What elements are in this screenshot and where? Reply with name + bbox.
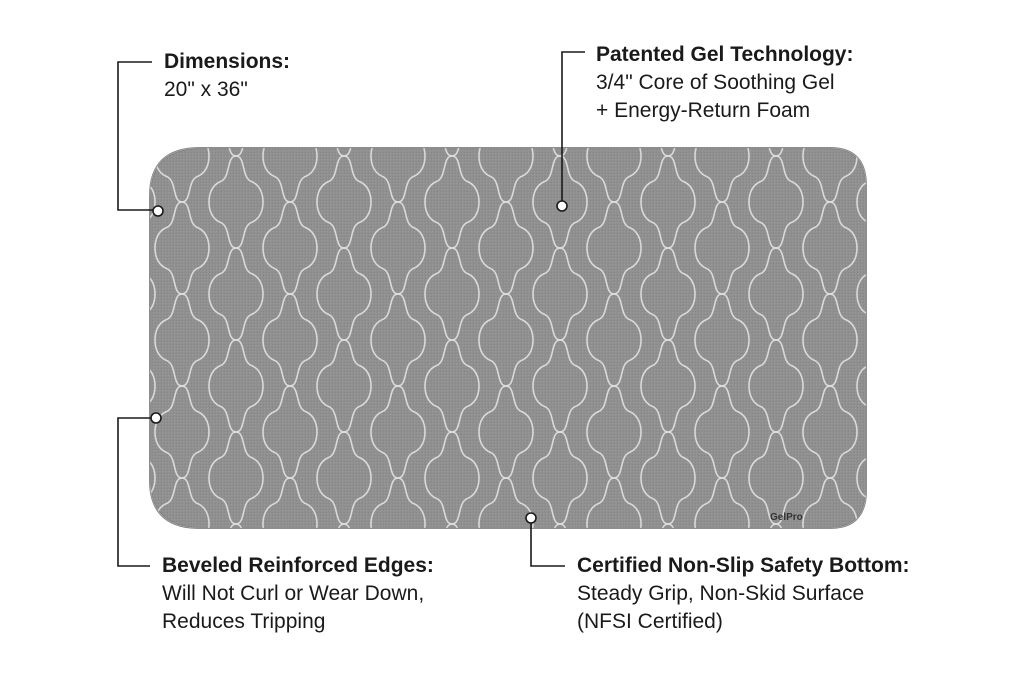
beveled-edges-marker-dot <box>151 413 161 423</box>
dimensions-callout <box>164 48 290 104</box>
beveled-edges-line-2: Reduces Tripping <box>162 610 326 633</box>
dimensions-leader-line <box>118 62 158 210</box>
dimensions-title: Dimensions: <box>164 50 291 73</box>
brand-logo: GelPro <box>770 512 803 523</box>
gel-technology-leader-line <box>562 52 585 205</box>
non-slip-title: Certified Non-Slip Safety Bottom: <box>577 554 910 577</box>
gel-technology-callout <box>596 41 853 125</box>
gel-technology-title: Patented Gel Technology: <box>596 43 854 66</box>
non-slip-line-2: (NFSI Certified) <box>577 610 723 633</box>
beveled-edges-callout <box>162 552 434 636</box>
beveled-edges-leader-line <box>118 418 156 566</box>
dimensions-marker-dot <box>153 206 163 216</box>
beveled-edges-line-1: Will Not Curl or Wear Down, <box>162 582 425 605</box>
beveled-edges-title: Beveled Reinforced Edges: <box>162 554 434 577</box>
non-slip-line-1: Steady Grip, Non-Skid Surface <box>577 582 865 605</box>
gel-technology-marker-dot <box>557 201 567 211</box>
gel-technology-line-2: + Energy-Return Foam <box>596 99 811 122</box>
gel-technology-line-1: 3/4" Core of Soothing Gel <box>596 71 835 94</box>
non-slip-callout <box>577 552 910 636</box>
non-slip-marker-dot <box>526 513 536 523</box>
dimensions-value: 20" x 36" <box>164 78 248 101</box>
non-slip-leader-line <box>531 518 565 566</box>
